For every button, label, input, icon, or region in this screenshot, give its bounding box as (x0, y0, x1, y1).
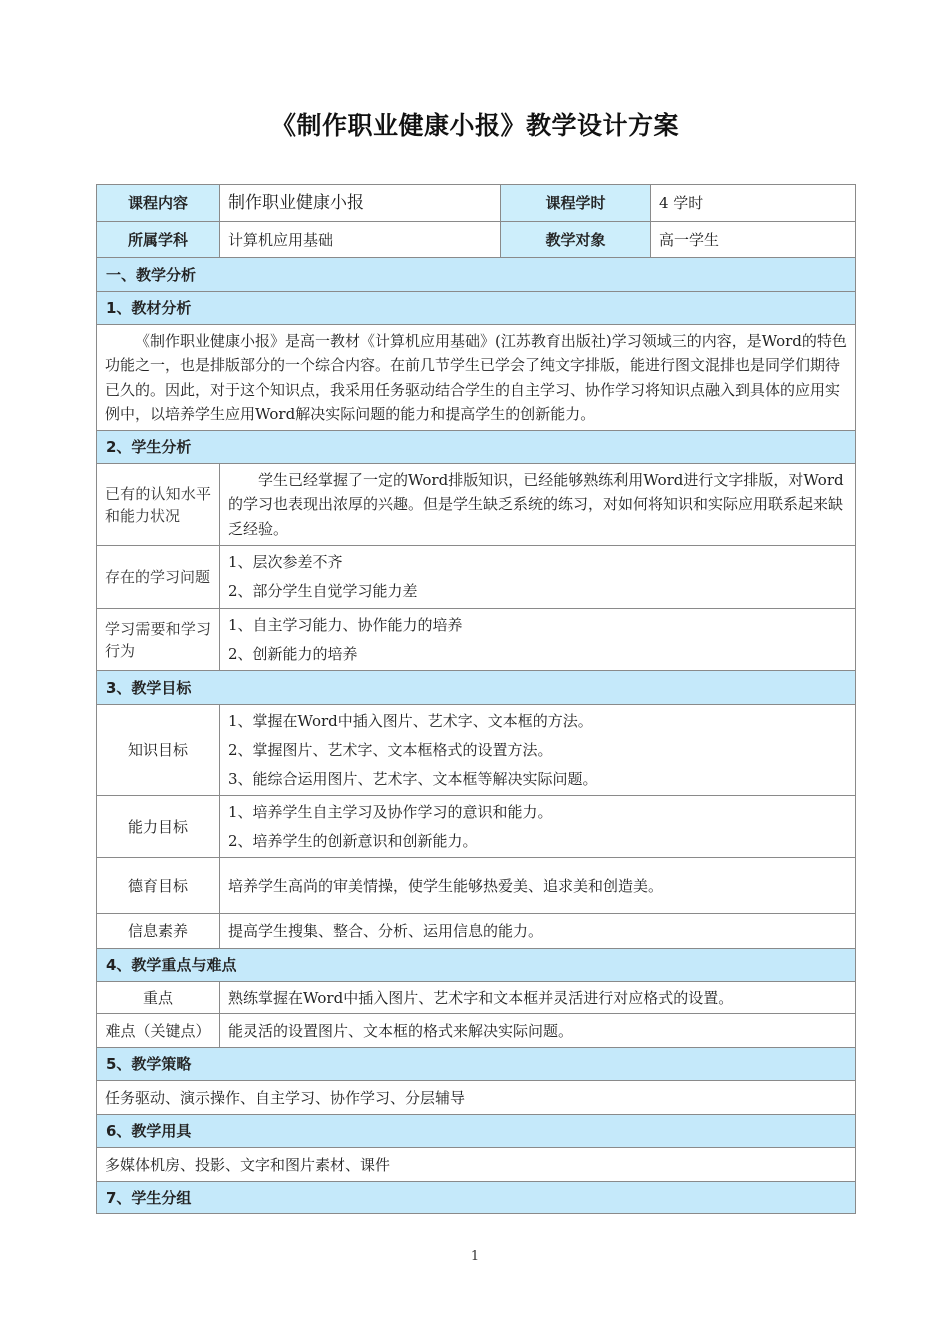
needs-list (220, 609, 856, 671)
section-heading-goals: 3、教学目标 (97, 671, 856, 705)
student-row-needs (97, 609, 856, 671)
goal-row-info-literacy (97, 914, 856, 949)
section-heading-grouping: 7、学生分组 (97, 1182, 856, 1214)
difficult-point-text: 能灵活的设置图片、文本框的格式来解决实际问题。 (220, 1014, 856, 1048)
knowledge-goal-label: 知识目标 (97, 705, 220, 796)
list-item: 2、掌握图片、艺术字、文本框格式的设置方法。 (228, 740, 553, 759)
student-row-problems (97, 546, 856, 609)
list-item: 1、培养学生自主学习及协作学习的意识和能力。 (228, 802, 553, 821)
ability-goal-label: 能力目标 (97, 796, 220, 858)
key-point-text: 熟练掌握在Word中插入图片、艺术字和文本框并灵活进行对应格式的设置。 (220, 982, 856, 1014)
key-point-row (97, 982, 856, 1014)
goal-row-ability (97, 796, 856, 858)
audience-label: 教学对象 (501, 222, 651, 258)
info-literacy-text: 提高学生搜集、整合、分析、运用信息的能力。 (220, 914, 856, 949)
problems-list (220, 546, 856, 609)
list-item: 1、掌握在Word中插入图片、艺术字、文本框的方法。 (228, 711, 593, 730)
problems-label: 存在的学习问题 (97, 546, 220, 609)
info-literacy-label: 信息素养 (97, 914, 220, 949)
page-title: 《制作职业健康小报》教学设计方案 (270, 111, 679, 140)
section-heading-students: 2、学生分析 (97, 431, 856, 464)
section-heading-tools: 6、教学用具 (97, 1115, 856, 1148)
list-item: 2、创新能力的培养 (228, 644, 358, 663)
difficult-point-row (97, 1014, 856, 1048)
tools-text: 多媒体机房、投影、文字和图片素材、课件 (97, 1148, 856, 1182)
knowledge-goal-list (220, 705, 856, 796)
info-row-course (97, 185, 856, 222)
section-heading-textbook: 1、教材分析 (97, 292, 856, 325)
student-row-cognition (97, 464, 856, 546)
goal-row-knowledge (97, 705, 856, 796)
subject-value: 计算机应用基础 (220, 222, 501, 258)
list-item: 2、部分学生自觉学习能力差 (228, 582, 418, 600)
list-item: 1、层次参差不齐 (228, 553, 343, 571)
textbook-analysis-text: 《制作职业健康小报》是高一教材《计算机应用基础》(江苏教育出版社)学习领域三的内容，是Word的特色功能之一，也是排版部分的一个综合内容。在前几节学生已学会了纯文字排版，能进行图文混排也是同学们期待已久的。因此，对于这个知识点，我采用任务驱动结合学生的自主学习、协作学习将知识点融入到具体的应用实例中，以培养学生应用Word解决实际问题的能力和提高学生的创新能力。 (97, 325, 856, 431)
course-content-label: 课程内容 (97, 185, 220, 222)
lesson-plan-table (96, 184, 856, 1214)
difficult-point-label: 难点（关键点） (97, 1014, 220, 1048)
section-heading-key-points: 4、教学重点与难点 (97, 949, 856, 982)
ability-goal-list (220, 796, 856, 858)
list-item: 1、自主学习能力、协作能力的培养 (228, 615, 463, 634)
cognition-label: 已有的认知水平和能力状况 (97, 464, 220, 546)
key-point-label: 重点 (97, 982, 220, 1014)
section-heading-analysis: 一、教学分析 (97, 258, 856, 292)
list-item: 2、培养学生的创新意识和创新能力。 (228, 831, 478, 850)
subject-label: 所属学科 (97, 222, 220, 258)
moral-goal-text: 培养学生高尚的审美情操，使学生能够热爱美、追求美和创造美。 (220, 858, 856, 914)
needs-label: 学习需要和学习行为 (97, 609, 220, 671)
page-number: 1 (470, 1249, 480, 1264)
strategy-text: 任务驱动、演示操作、自主学习、协作学习、分层辅导 (97, 1081, 856, 1115)
course-hours-label: 课程学时 (501, 185, 651, 222)
info-row-subject (97, 222, 856, 258)
list-item: 3、能综合运用图片、艺术字、文本框等解决实际问题。 (228, 769, 598, 788)
course-content-value: 制作职业健康小报 (220, 185, 501, 222)
goal-row-moral (97, 858, 856, 914)
cognition-text: 学生已经掌握了一定的Word排版知识，已经能够熟练利用Word进行文字排版，对Word的学习也表现出浓厚的兴趣。但是学生缺乏系统的练习，对如何将知识和实际应用联系起来缺乏经验。 (220, 464, 856, 546)
moral-goal-label: 德育目标 (97, 858, 220, 914)
course-hours-value: 4 学时 (651, 185, 856, 222)
section-heading-strategy: 5、教学策略 (97, 1048, 856, 1081)
audience-value: 高一学生 (651, 222, 856, 258)
